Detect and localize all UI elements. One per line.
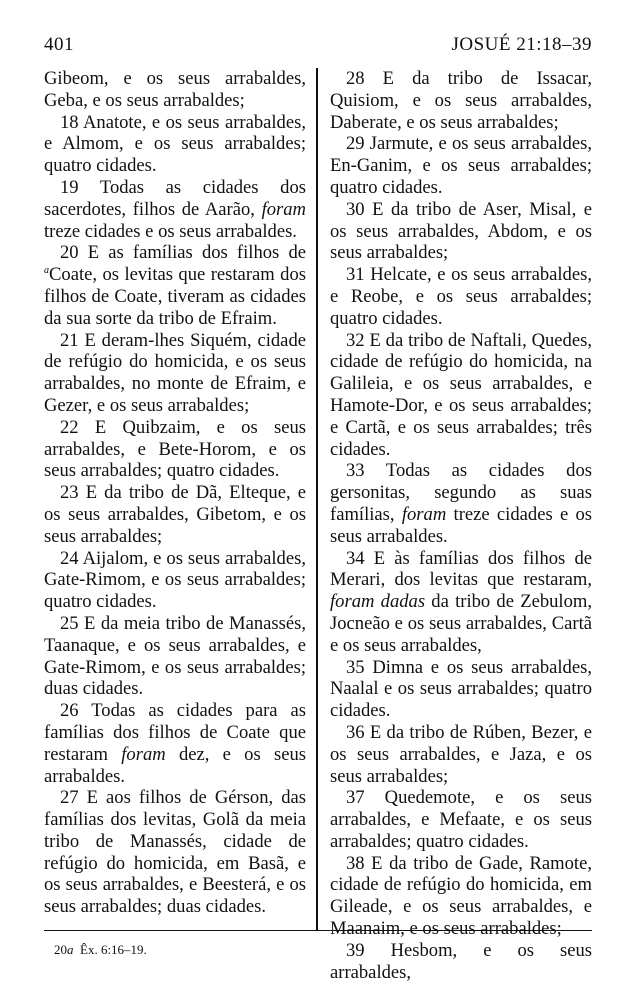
right-column — [318, 68, 593, 983]
verse-text: 38 E da tribo de Gade, Ramote, cidade de refúgio do homicida, em Gileade, e os seus arrabaldes, e Maanaim, e os seus arrabaldes; — [330, 852, 592, 940]
verse-text: 28 E da tribo de Issacar, Quisiom, e os seus arrabaldes, Daberate, e os seus arrabaldes; — [330, 68, 592, 133]
verse-paragraph — [44, 417, 306, 482]
verse-text: 25 E da meia tribo de Manassés, Taanaque, e os seus arrabaldes, e Gate-Rimom, e os seus arrabaldes; duas cidades. — [44, 612, 306, 700]
verse-text: 30 E da tribo de Aser, Misal, e os seus arrabaldes, Abdom, e os seus arrabaldes; — [330, 198, 592, 264]
footnote-marker: a — [44, 264, 49, 276]
verse-paragraph — [330, 330, 592, 461]
verse-text: 22 E Quibzaim, e os seus arrabaldes, e Bete-Horom, e os seus arrabaldes; quatro cidades. — [44, 416, 306, 482]
verse-paragraph — [330, 133, 592, 198]
verse-paragraph — [330, 657, 592, 722]
footnote-rule — [44, 930, 592, 931]
verse-text: 32 E da tribo de Naftali, Quedes, cidade de refúgio do homicida, na Galileia, e os seus arrabaldes, e Hamote-Dor, e os seus arrabaldes; e Cartã, e os seus arrabaldes; três cidades. — [330, 329, 592, 460]
verse-text: 18 Anatote, e os seus arrabaldes, e Almom, e os seus arrabaldes; quatro cidades. — [44, 111, 306, 177]
verse-paragraph — [44, 482, 306, 547]
verse-text: 20 E as famílias dos filhos de — [60, 242, 306, 264]
verse-text: Gibeom, e os seus arrabaldes, Geba, e os seus arrabaldes; — [44, 68, 306, 111]
verse-text: treze cidades e os seus arrabaldes. — [44, 220, 297, 242]
verse-paragraph — [44, 787, 306, 918]
verse-text: 33 Todas as cidades dos gersonitas, segundo as suas famílias, — [330, 460, 592, 525]
verse-text: 23 E da tribo de Dã, Elteque, e os seus arrabaldes, Gibetom, e os seus arrabaldes; — [44, 482, 306, 547]
verse-paragraph — [330, 722, 592, 787]
page-number: 401 — [44, 34, 74, 55]
verse-paragraph — [44, 548, 306, 613]
footnote-letter: a — [67, 942, 74, 957]
verse-text: 39 Hesbom, e os seus arrabaldes, — [330, 939, 592, 983]
verse-text: 26 Todas as cidades para as famílias dos filhos de Coate que restaram — [44, 700, 306, 765]
verse-paragraph — [44, 112, 306, 177]
verse-paragraph — [44, 242, 306, 329]
footnote-text: Êx. 6:16–19. — [80, 942, 147, 957]
verse-paragraph — [330, 68, 592, 133]
italic-text: foram dadas — [330, 591, 426, 613]
verse-text: 36 E da tribo de Rúben, Bezer, e os seus arrabaldes, e Jaza, e os seus arrabaldes; — [330, 721, 592, 787]
verse-paragraph — [330, 460, 592, 547]
italic-text: foram — [401, 503, 447, 525]
verse-text: 37 Quedemote, e os seus arrabaldes, e Mefaate, e os seus arrabaldes; quatro cidades. — [330, 787, 592, 852]
footnote — [54, 942, 147, 958]
italic-text: foram — [121, 743, 166, 765]
verse-text: 19 Todas as cidades dos sacerdotes, filhos de Aarão, — [44, 176, 306, 220]
verse-paragraph — [330, 199, 592, 264]
verse-text: treze cidades e os seus arrabaldes. — [330, 503, 593, 547]
verse-text: 27 E aos filhos de Gérson, das famílias dos levitas, Golã da meia tribo de Manassés, cidade de refúgio do homicida, em Basã, e os seus arrabaldes, e Beesterá, e os seus arrabaldes; duas cidades. — [44, 787, 306, 918]
verse-text: 31 Helcate, e os seus arrabaldes, e Reobe, e os seus arrabaldes; quatro cidades. — [330, 264, 592, 329]
verse-text: da tribo de Zebulom, Jocneão e os seus arrabaldes, Cartã e os seus arrabaldes, — [330, 591, 592, 656]
verse-paragraph — [330, 940, 592, 984]
italic-text: foram — [261, 198, 306, 220]
chapter-reference: JOSUÉ 21:18–39 — [451, 34, 592, 55]
verse-paragraph — [330, 264, 592, 329]
footnote-verse: 20 — [54, 942, 67, 957]
verse-text: 34 E às famílias dos filhos de Merari, dos levitas que restaram, — [330, 547, 592, 591]
verse-paragraph — [330, 548, 592, 657]
left-column — [44, 68, 316, 930]
verse-text: 29 Jarmute, e os seus arrabaldes, En-Ganim, e os seus arrabaldes; quatro cidades. — [330, 133, 592, 198]
verse-text: dez, e os seus arrabaldes. — [44, 743, 306, 787]
page-header — [44, 34, 592, 60]
verse-text: Coate, os levitas que restaram dos filhos de Coate, tiveram as cidades da sua sorte da tribo de Efraim. — [44, 264, 306, 329]
verse-paragraph — [44, 700, 306, 787]
verse-continuation — [44, 68, 306, 112]
verse-paragraph — [44, 613, 306, 700]
verse-text: 24 Aijalom, e os seus arrabaldes, Gate-Rimom, e os seus arrabaldes; quatro cidades. — [44, 547, 306, 613]
verse-text: 21 E deram-lhes Siquém, cidade de refúgio do homicida, e os seus arrabaldes, no monte de Efraim, e Gezer, e os seus arrabaldes; — [44, 329, 306, 416]
verse-paragraph — [44, 330, 306, 417]
verse-paragraph — [330, 853, 592, 940]
verse-text: 35 Dimna e os seus arrabaldes, Naalal e os seus arrabaldes; quatro cidades. — [330, 656, 592, 722]
verse-paragraph — [44, 177, 306, 242]
verse-paragraph — [330, 787, 592, 852]
